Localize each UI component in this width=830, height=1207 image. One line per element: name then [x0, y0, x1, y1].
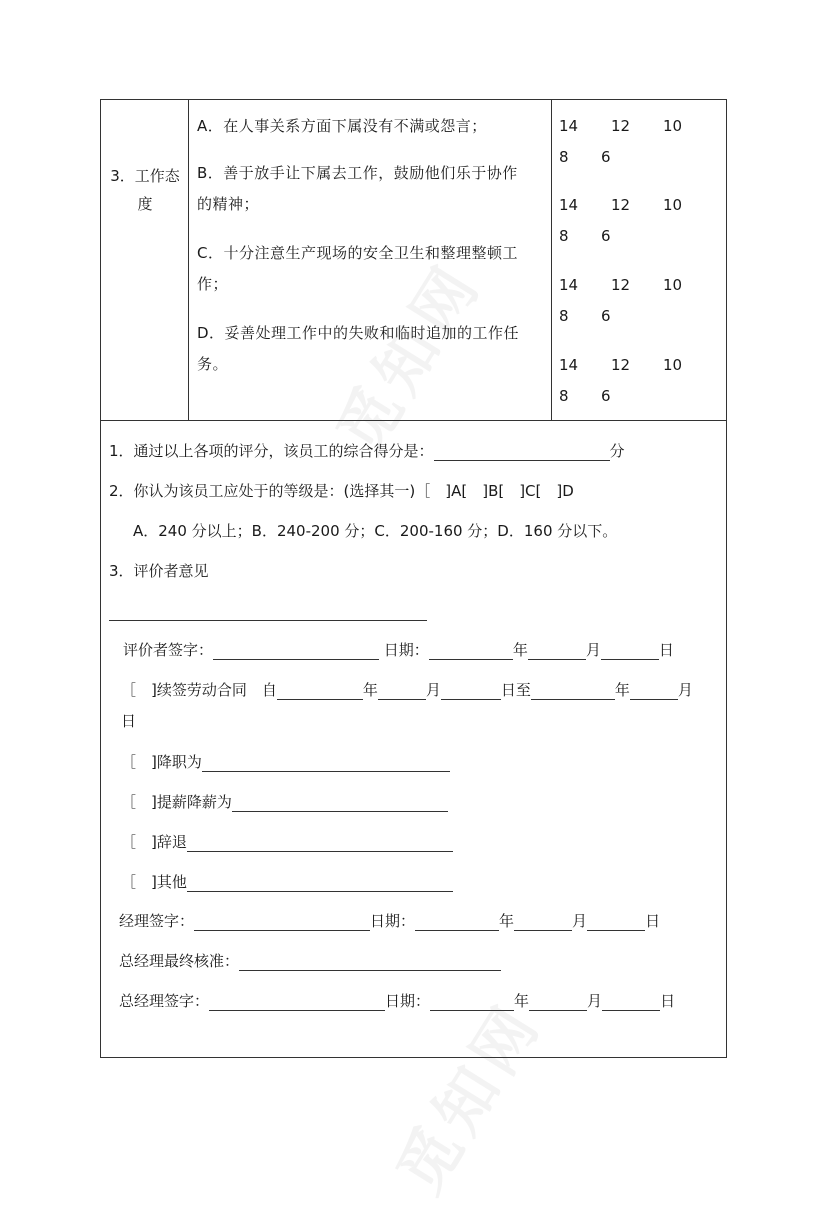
gm-sign-input[interactable] [209, 992, 385, 1011]
month-label: 月 [425, 681, 441, 699]
column-divider [188, 100, 189, 420]
score-options-a [559, 111, 719, 173]
item-text: C．十分注意生产现场的安全卫生和整理整顿工 [197, 244, 518, 262]
day-input[interactable] [602, 992, 660, 1011]
gm-approval-label: 总经理最终核准： [119, 952, 240, 970]
dismiss-option[interactable]: ［ ]辞退 [121, 833, 187, 851]
year-label: 年 [614, 681, 630, 699]
item-text: 的精神； [197, 195, 260, 213]
item-text: B．善于放手让下属去工作，鼓励他们乐于协作 [197, 164, 518, 182]
start-month-input[interactable] [378, 681, 426, 700]
criterion-title-cont: 度 [137, 195, 153, 213]
date-label: 日期： [370, 912, 416, 930]
criterion-item-a [197, 111, 551, 142]
reviewer-opinion-label: 3．评价者意见 [109, 562, 209, 580]
gm-sign-line [119, 991, 718, 1011]
score-options-b [559, 190, 719, 252]
day-input[interactable] [587, 912, 645, 931]
criterion-item-c [197, 238, 551, 300]
month-input[interactable] [514, 912, 572, 931]
criterion-label [101, 162, 189, 218]
score-option[interactable]: 6 [601, 227, 611, 245]
score-option[interactable]: 8 [559, 307, 569, 325]
reviewer-sign-input[interactable] [213, 641, 379, 660]
score-option[interactable]: 6 [601, 148, 611, 166]
score-option[interactable]: 12 [611, 356, 631, 374]
score-options-c [559, 270, 719, 332]
score-unit: 分 [609, 442, 625, 460]
year-input[interactable] [415, 912, 499, 931]
month-label: 月 [585, 641, 601, 659]
year-input[interactable] [430, 992, 514, 1011]
item-text: 务。 [197, 355, 229, 373]
item-text: A．在人事关系方面下属没有不满或怨言； [197, 117, 487, 135]
score-option[interactable]: 6 [601, 387, 611, 405]
dismiss-line [121, 832, 718, 852]
score-option[interactable]: 14 [559, 196, 579, 214]
gm-approval-input[interactable] [239, 952, 501, 971]
criterion-item-b [197, 158, 551, 220]
grade-question: 2．你认为该员工应处于的等级是：(选择其一)［ ]A[ ]B[ ]C[ ]D [109, 482, 574, 500]
month-input[interactable] [528, 641, 586, 660]
salary-adjust-input[interactable] [232, 793, 448, 812]
score-option[interactable]: 8 [559, 387, 569, 405]
end-year-input[interactable] [531, 681, 615, 700]
end-month-input[interactable] [630, 681, 678, 700]
renew-contract-option[interactable]: ［ ]续签劳动合同 自 [121, 681, 277, 699]
score-option[interactable]: 14 [559, 276, 579, 294]
demote-line [121, 752, 718, 772]
criterion-title: 工作态 [134, 167, 180, 185]
score-option[interactable]: 10 [663, 196, 683, 214]
year-label: 年 [514, 992, 530, 1010]
column-divider [551, 100, 552, 420]
score-option[interactable]: 12 [611, 117, 631, 135]
evaluation-form [100, 99, 727, 1058]
score-option[interactable]: 14 [559, 356, 579, 374]
day-input[interactable] [601, 641, 659, 660]
year-label: 年 [362, 681, 378, 699]
score-option[interactable]: 8 [559, 148, 569, 166]
month-label: 月 [572, 912, 588, 930]
renew-contract-line [121, 680, 722, 700]
salary-adjust-line [121, 792, 718, 812]
other-input[interactable] [187, 873, 453, 892]
other-line [121, 872, 718, 892]
start-day-input[interactable] [441, 681, 501, 700]
manager-sign-input[interactable] [194, 912, 370, 931]
score-option[interactable]: 10 [663, 276, 683, 294]
month-label: 月 [587, 992, 603, 1010]
reviewer-sign-line [123, 640, 718, 660]
day-to-label: 日至 [500, 681, 531, 699]
score-option[interactable]: 12 [611, 196, 631, 214]
start-year-input[interactable] [277, 681, 363, 700]
total-score-line [109, 441, 718, 461]
score-options-d [559, 350, 719, 412]
criterion-item-d [197, 318, 551, 380]
gm-approval-line [119, 951, 718, 971]
item-text: 作； [197, 275, 229, 293]
renew-contract-end-day: 日 [121, 712, 137, 730]
demote-input[interactable] [202, 753, 450, 772]
manager-sign-line [119, 911, 718, 931]
month-label: 月 [677, 681, 693, 699]
demote-option[interactable]: ［ ]降职为 [121, 753, 202, 771]
month-input[interactable] [529, 992, 587, 1011]
day-label: 日 [645, 912, 661, 930]
year-input[interactable] [429, 641, 513, 660]
score-option[interactable]: 10 [663, 356, 683, 374]
row-divider [101, 420, 726, 421]
score-option[interactable]: 8 [559, 227, 569, 245]
grade-scale: A．240 分以上；B．240-200 分；C．200-160 分；D．160 分以下。 [133, 522, 618, 540]
dismiss-input[interactable] [187, 833, 453, 852]
year-label: 年 [499, 912, 515, 930]
date-label: 日期： [383, 641, 429, 659]
score-option[interactable]: 12 [611, 276, 631, 294]
manager-sign-label: 经理签字： [119, 912, 195, 930]
reviewer-opinion-input[interactable] [109, 620, 427, 621]
day-label: 日 [660, 992, 676, 1010]
total-score-label: 1．通过以上各项的评分，该员工的综合得分是： [109, 442, 434, 460]
score-option[interactable]: 6 [601, 307, 611, 325]
gm-sign-label: 总经理签字： [119, 992, 210, 1010]
year-label: 年 [512, 641, 528, 659]
score-option[interactable]: 14 [559, 117, 579, 135]
day-label: 日 [658, 641, 674, 659]
score-option[interactable]: 10 [663, 117, 683, 135]
reviewer-sign-label: 评价者签字： [123, 641, 214, 659]
salary-adjust-option[interactable]: ［ ]提薪降薪为 [121, 793, 232, 811]
date-label: 日期： [385, 992, 431, 1010]
item-text: D．妥善处理工作中的失败和临时追加的工作任 [197, 324, 520, 342]
total-score-input[interactable] [434, 442, 610, 461]
other-option[interactable]: ［ ]其他 [121, 873, 187, 891]
criterion-number: 3． [110, 167, 135, 185]
